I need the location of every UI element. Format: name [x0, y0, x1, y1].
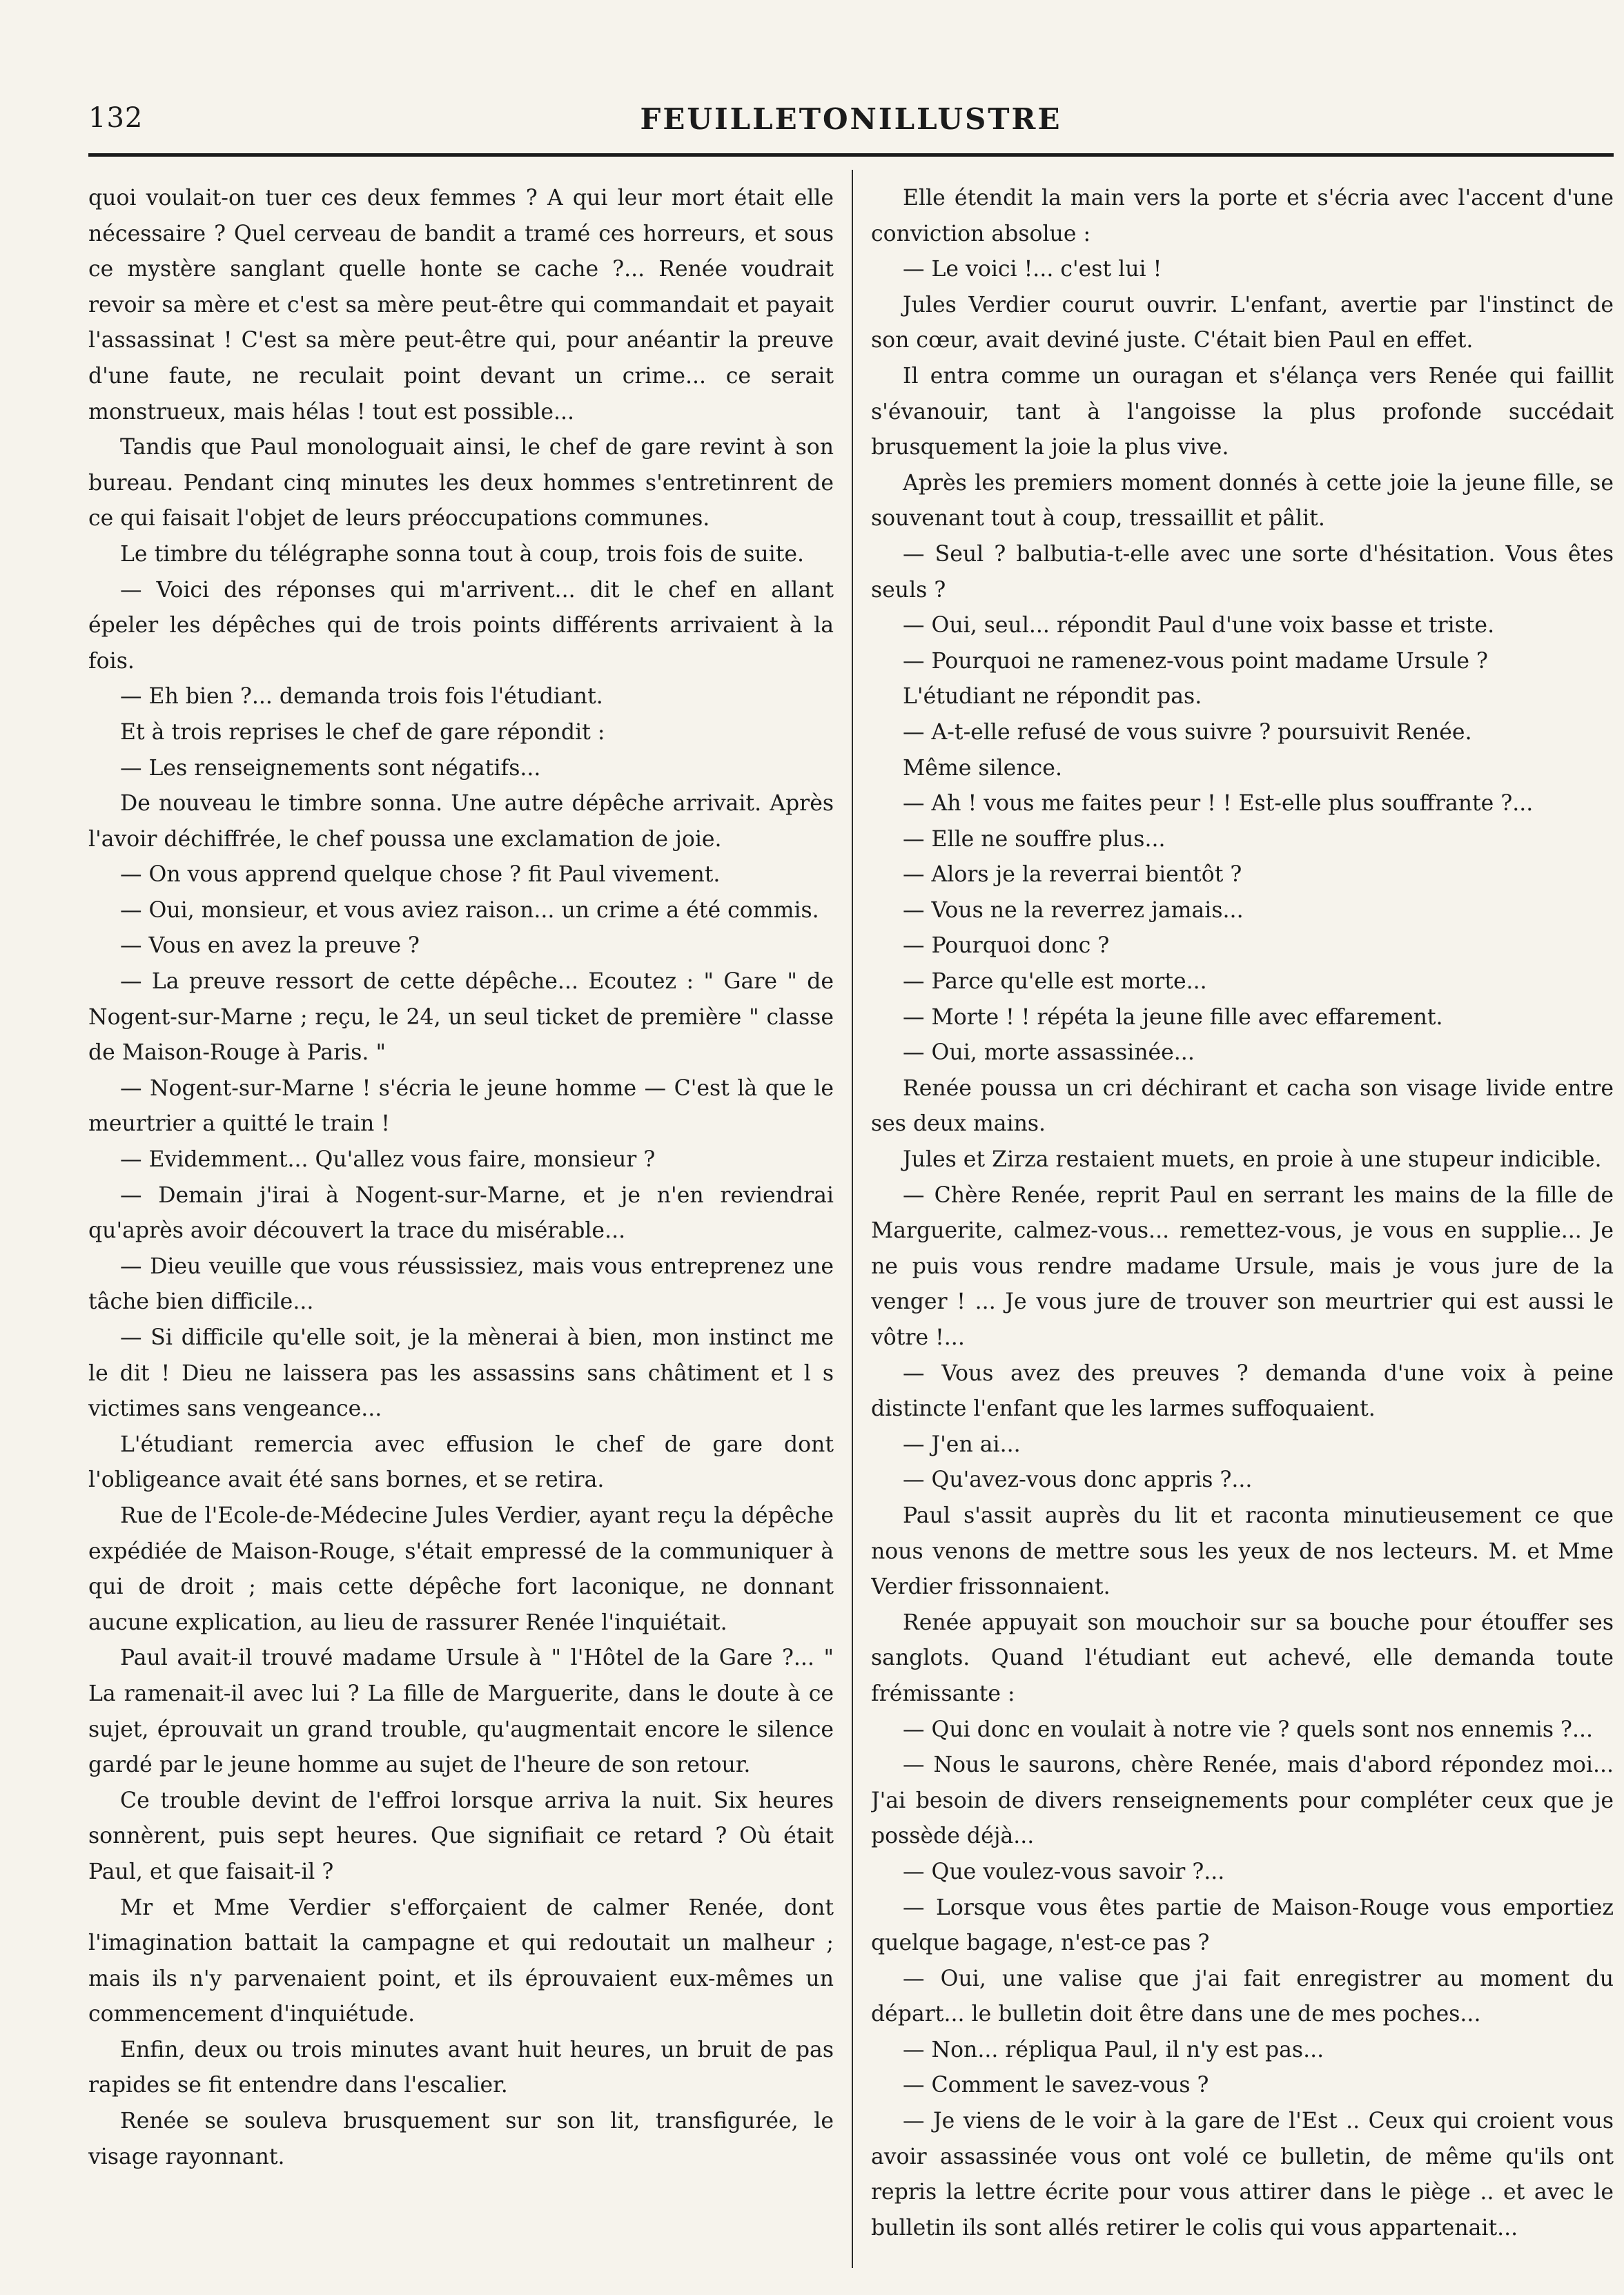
- paragraph: — Qu'avez-vous donc appris ?...: [903, 1467, 1253, 1493]
- paragraph: Après les premiers moment donnés à cette joie la jeune fille, se souvenant tout à coup, tressaillit et pâlit.: [871, 470, 1614, 531]
- paragraph: — Oui, monsieur, et vous aviez raison... un crime a été commis.: [120, 897, 819, 923]
- page-number: 132: [88, 102, 144, 134]
- paragraph: — On vous apprend quelque chose ? fit Paul vivement.: [120, 862, 721, 888]
- paragraph: Tandis que Paul monologuait ainsi, le chef de gare revint à son bureau. Pendant cinq minutes les deux hommes s'entretinrent de ce qui faisait l'objet de leurs préoccupations communes.: [88, 435, 834, 531]
- paragraph: — A-t-elle refusé de vous suivre ? poursuivit Renée.: [903, 719, 1472, 745]
- paragraph: — Vous en avez la preuve ?: [120, 933, 420, 959]
- paragraph: — Voici des réponses qui m'arrivent... dit le chef en allant épeler les dépêches qui de trois points différents arrivaient à la fois.: [88, 577, 834, 674]
- paragraph: — Non... répliqua Paul, il n'y est pas...: [903, 2037, 1324, 2062]
- paragraph: De nouveau le timbre sonna. Une autre dépêche arrivait. Après l'avoir déchiffrée, le chef poussa une exclamation de joie.: [88, 791, 834, 852]
- paragraph: Le timbre du télégraphe sonna tout à coup, trois fois de suite.: [120, 541, 805, 567]
- paragraph: — Que voulez-vous savoir ?...: [903, 1859, 1225, 1884]
- paragraph: — Nous le saurons, chère Renée, mais d'abord répondez moi... J'ai besoin de divers renseignements pour compléter ceux que je possède déjà...: [871, 1752, 1614, 1849]
- running-title: FEUILLETONILLUSTRE: [640, 102, 1062, 136]
- paragraph: — Demain j'irai à Nogent-sur-Marne, et je n'en reviendrai qu'après avoir découvert la trace du misérable...: [88, 1182, 834, 1244]
- column-divider: [852, 170, 853, 2268]
- paragraph: Renée poussa un cri déchirant et cacha son visage livide entre ses deux mains.: [871, 1075, 1614, 1137]
- paragraph: Même silence.: [903, 755, 1062, 781]
- paragraph: Mr et Mme Verdier s'efforçaient de calmer Renée, dont l'imagination battait la campagne et qui redoutait un malheur ; mais ils n'y parvenaient point, et ils éprouvaient eux-mêmes un commencement d'inquiétude.: [88, 1895, 834, 2027]
- paragraph: — Nogent-sur-Marne ! s'écria le jeune homme — C'est là que le meurtrier a quitté le train !: [88, 1075, 834, 1137]
- paragraph: Et à trois reprises le chef de gare répondit :: [120, 719, 605, 745]
- paragraph: Paul avait-il trouvé madame Ursule à " l'Hôtel de la Gare ?... " La ramenait-il avec lui ? La fille de Marguerite, dans le doute à ce sujet, éprouvait un grand trouble, qu'augmentait encore le silence gardé par le jeune homme au sujet de l'heure de son retour.: [88, 1645, 834, 1778]
- paragraph: — Dieu veuille que vous réussissiez, mais vous entreprenez une tâche bien difficile...: [88, 1253, 834, 1315]
- paragraph: — Pourquoi donc ?: [903, 933, 1110, 959]
- paragraph: — Alors je la reverrai bientôt ?: [903, 862, 1242, 888]
- paragraph: — Morte ! ! répéta la jeune fille avec effarement.: [903, 1004, 1443, 1030]
- paragraph: — Parce qu'elle est morte...: [903, 969, 1207, 995]
- paragraph: — Seul ? balbutia-t-elle avec une sorte d'hésitation. Vous êtes seuls ?: [871, 541, 1614, 603]
- paragraph: Paul s'assit auprès du lit et raconta minutieusement ce que nous venons de mettre sous les yeux de nos lecteurs. M. et Mme Verdier frissonnaient.: [871, 1503, 1614, 1600]
- paragraph: — Comment le savez-vous ?: [903, 2073, 1209, 2098]
- paragraph: — Lorsque vous êtes partie de Maison-Rouge vous emportiez quelque bagage, n'est-ce pas ?: [871, 1895, 1614, 1956]
- paragraph: — Qui donc en voulait à notre vie ? quels sont nos ennemis ?...: [903, 1717, 1593, 1742]
- paragraph: — Si difficile qu'elle soit, je la mènerai à bien, mon instinct me le dit ! Dieu ne laissera pas les assassins sans châtiment et l s victimes sans vengeance...: [88, 1325, 834, 1422]
- paragraph: — Oui, morte assassinée...: [903, 1040, 1195, 1066]
- paragraph: Enfin, deux ou trois minutes avant huit heures, un bruit de pas rapides se fit entendre dans l'escalier.: [88, 2037, 834, 2098]
- page-header: [88, 97, 1614, 145]
- paragraph: — Les renseignements sont négatifs...: [120, 755, 541, 781]
- left-column: [88, 181, 834, 2265]
- paragraph: — Vous ne la reverrez jamais...: [903, 897, 1244, 923]
- paragraph: — Ah ! vous me faites peur ! ! Est-elle plus souffrante ?...: [903, 791, 1534, 817]
- paragraph: Elle étendit la main vers la porte et s'écria avec l'accent d'une conviction absolue :: [871, 186, 1614, 246]
- paragraph: Renée se souleva brusquement sur son lit, transfigurée, le visage rayonnant.: [88, 2109, 834, 2169]
- paragraph: — J'en ai...: [903, 1432, 1021, 1457]
- paragraph: — Eh bien ?... demanda trois fois l'étudiant.: [120, 684, 603, 710]
- paragraph: L'étudiant ne répondit pas.: [903, 684, 1202, 710]
- paragraph: — Chère Renée, reprit Paul en serrant les mains de la fille de Marguerite, calmez-vous... remettez-vous, je vous en supplie... Je ne puis vous rendre madame Ursule, mais je vous jure de la venger ! ... Je vous jure de trouver son meurtrier qui est aussi le vôtre !...: [871, 1182, 1614, 1350]
- paragraph: Jules et Zirza restaient muets, en proie à une stupeur indicible.: [903, 1147, 1602, 1173]
- paragraph: — Le voici !... c'est lui !: [903, 257, 1162, 282]
- paragraph: L'étudiant remercia avec effusion le chef de gare dont l'obligeance avait été sans bornes, et se retira.: [88, 1432, 834, 1493]
- paragraph: Ce trouble devint de l'effroi lorsque arriva la nuit. Six heures sonnèrent, puis sept heures. Que signifiait ce retard ? Où était Paul, et que faisait-il ?: [88, 1788, 834, 1884]
- paragraph: Il entra comme un ouragan et s'élança vers Renée qui faillit s'évanouir, tant à l'angoisse la plus profonde succédait brusquement la joie la plus vive.: [871, 363, 1614, 460]
- paragraph: — Je viens de le voir à la gare de l'Est .. Ceux qui croient vous avoir assassinée vous ont volé ce bulletin, de même qu'ils ont repris la lettre écrite pour vous attirer dans le piège .. et avec le bulletin ils sont allés retirer le colis qui vous appartenait...: [871, 2109, 1614, 2240]
- paragraph: — Vous avez des preuves ? demanda d'une voix à peine distincte l'enfant que les larmes suffoquaient.: [871, 1360, 1614, 1422]
- paragraph: Rue de l'Ecole-de-Médecine Jules Verdier, ayant reçu la dépêche expédiée de Maison-Rouge, s'était empressé de la communiquer à qui de droit ; mais cette dépêche fort laconique, ne donnant aucune explication, au lieu de rassurer Renée l'inquiétait.: [88, 1503, 834, 1635]
- paragraph: — La preuve ressort de cette dépêche... Ecoutez : " Gare " de Nogent-sur-Marne ; reçu, le 24, un seul ticket de première " classe de Maison-Rouge à Paris. ": [88, 969, 834, 1066]
- paragraph: Renée appuyait son mouchoir sur sa bouche pour étouffer ses sanglots. Quand l'étudiant eut achevé, elle demanda toute frémissante :: [871, 1610, 1614, 1706]
- paragraph: — Pourquoi ne ramenez-vous point madame Ursule ?: [903, 648, 1488, 674]
- right-column: [871, 181, 1614, 2265]
- paragraph: — Evidemment... Qu'allez vous faire, monsieur ?: [120, 1147, 656, 1173]
- paragraph: Jules Verdier courut ouvrir. L'enfant, avertie par l'instinct de son cœur, avait deviné juste. C'était bien Paul en effet.: [871, 292, 1614, 353]
- paragraph: quoi voulait-on tuer ces deux femmes ? A qui leur mort était elle nécessaire ? Quel cerveau de bandit a tramé ces horreurs, et sous ce mystère sanglant quelle honte se cache ?... Renée voudrait revoir sa mère et c'est sa mère peut-être qui commandait et payait l'assassinat ! C'est sa mère peut-être qui, pour anéantir la preuve d'une faute, ne reculait point devant un crime... ce serait monstrueux, mais hélas ! tout est possible...: [88, 186, 834, 424]
- paragraph: — Elle ne souffre plus...: [903, 826, 1166, 852]
- paragraph: — Oui, seul... répondit Paul d'une voix basse et triste.: [903, 613, 1495, 638]
- paragraph: — Oui, une valise que j'ai fait enregistrer au moment du départ... le bulletin doit être dans une de mes poches...: [871, 1966, 1614, 2027]
- header-rule: [88, 153, 1614, 157]
